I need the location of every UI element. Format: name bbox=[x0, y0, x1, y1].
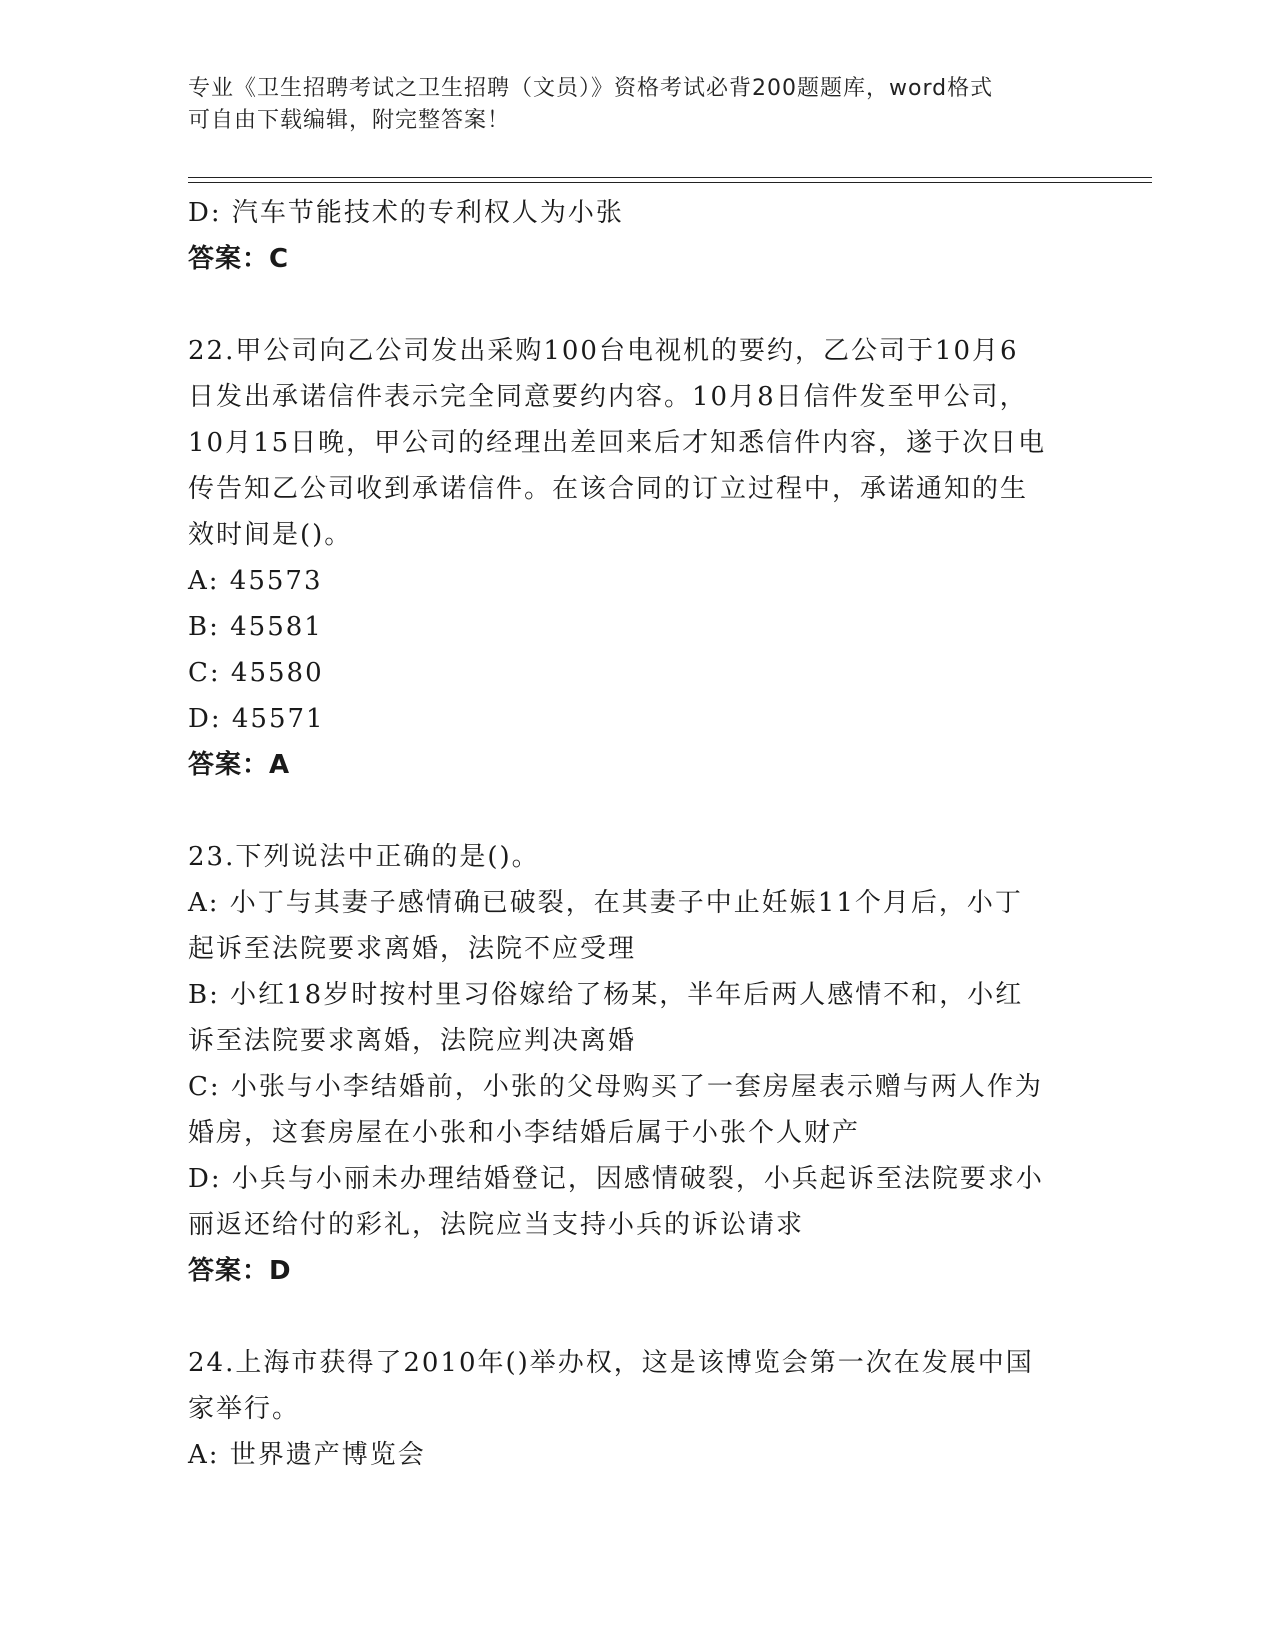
q23-option-line: D: 小兵与小丽未办理结婚登记，因感情破裂，小兵起诉至法院要求小 bbox=[188, 1164, 1044, 1194]
q22-option-d: D: 45571 bbox=[188, 704, 325, 734]
q24-stem-line: 24.上海市获得了2010年()举办权，这是该博览会第一次在发展中国 bbox=[188, 1348, 1034, 1378]
q22-stem-line: 22.甲公司向乙公司发出采购100台电视机的要约，乙公司于10月6 bbox=[188, 336, 1019, 366]
q22-stem-line: 10月15日晚，甲公司的经理出差回来后才知悉信件内容，遂于次日电 bbox=[188, 428, 1047, 458]
q24-stem-line: 家举行。 bbox=[188, 1394, 301, 1424]
q23-answer: 答案：D bbox=[188, 1256, 292, 1286]
question-content bbox=[188, 190, 1088, 1478]
q23-option-line: 婚房，这套房屋在小张和小李结婚后属于小张个人财产 bbox=[188, 1118, 861, 1148]
q22-option-b: B: 45581 bbox=[188, 612, 323, 642]
q23-option-line: C: 小张与小李结婚前，小张的父母购买了一套房屋表示赠与两人作为 bbox=[188, 1072, 1043, 1102]
q24-option-a: A: 世界遗产博览会 bbox=[188, 1440, 426, 1470]
header-line-1: 专业《卫生招聘考试之卫生招聘（文员）》资格考试必背200题题库，word格式 bbox=[188, 76, 994, 101]
document-header bbox=[188, 73, 1088, 137]
header-line-2: 可自由下载编辑，附完整答案！ bbox=[188, 108, 511, 133]
spacer bbox=[188, 282, 1088, 328]
q22-stem-line: 传告知乙公司收到承诺信件。在该合同的订立过程中，承诺通知的生 bbox=[188, 474, 1029, 504]
spacer bbox=[188, 1294, 1088, 1340]
question-22 bbox=[188, 328, 1088, 788]
header-rule-bottom bbox=[188, 182, 1152, 183]
q23-option-line: B: 小红18岁时按村里习俗嫁给了杨某，半年后两人感情不和，小红 bbox=[188, 980, 1024, 1010]
prev-answer: 答案：C bbox=[188, 244, 290, 274]
prev-option-d: D: 汽车节能技术的专利权人为小张 bbox=[188, 198, 624, 228]
q22-stem-line: 日发出承诺信件表示完全同意要约内容。10月8日信件发至甲公司， bbox=[188, 382, 1028, 412]
question-24 bbox=[188, 1340, 1088, 1478]
q22-answer: 答案：A bbox=[188, 750, 291, 780]
spacer bbox=[188, 788, 1088, 834]
header-rule-top bbox=[188, 177, 1152, 178]
q23-option-line: 诉至法院要求离婚，法院应判决离婚 bbox=[188, 1026, 637, 1056]
q22-option-c: C: 45580 bbox=[188, 658, 324, 688]
q23-option-line: 起诉至法院要求离婚，法院不应受理 bbox=[188, 934, 637, 964]
q23-option-line: 丽返还给付的彩礼，法院应当支持小兵的诉讼请求 bbox=[188, 1210, 805, 1240]
q22-option-a: A: 45573 bbox=[188, 566, 323, 596]
q23-stem-line: 23.下列说法中正确的是()。 bbox=[188, 842, 540, 872]
q23-option-line: A: 小丁与其妻子感情确已破裂，在其妻子中止妊娠11个月后，小丁 bbox=[188, 888, 1023, 918]
q22-stem-line: 效时间是()。 bbox=[188, 520, 353, 550]
question-23 bbox=[188, 834, 1088, 1294]
